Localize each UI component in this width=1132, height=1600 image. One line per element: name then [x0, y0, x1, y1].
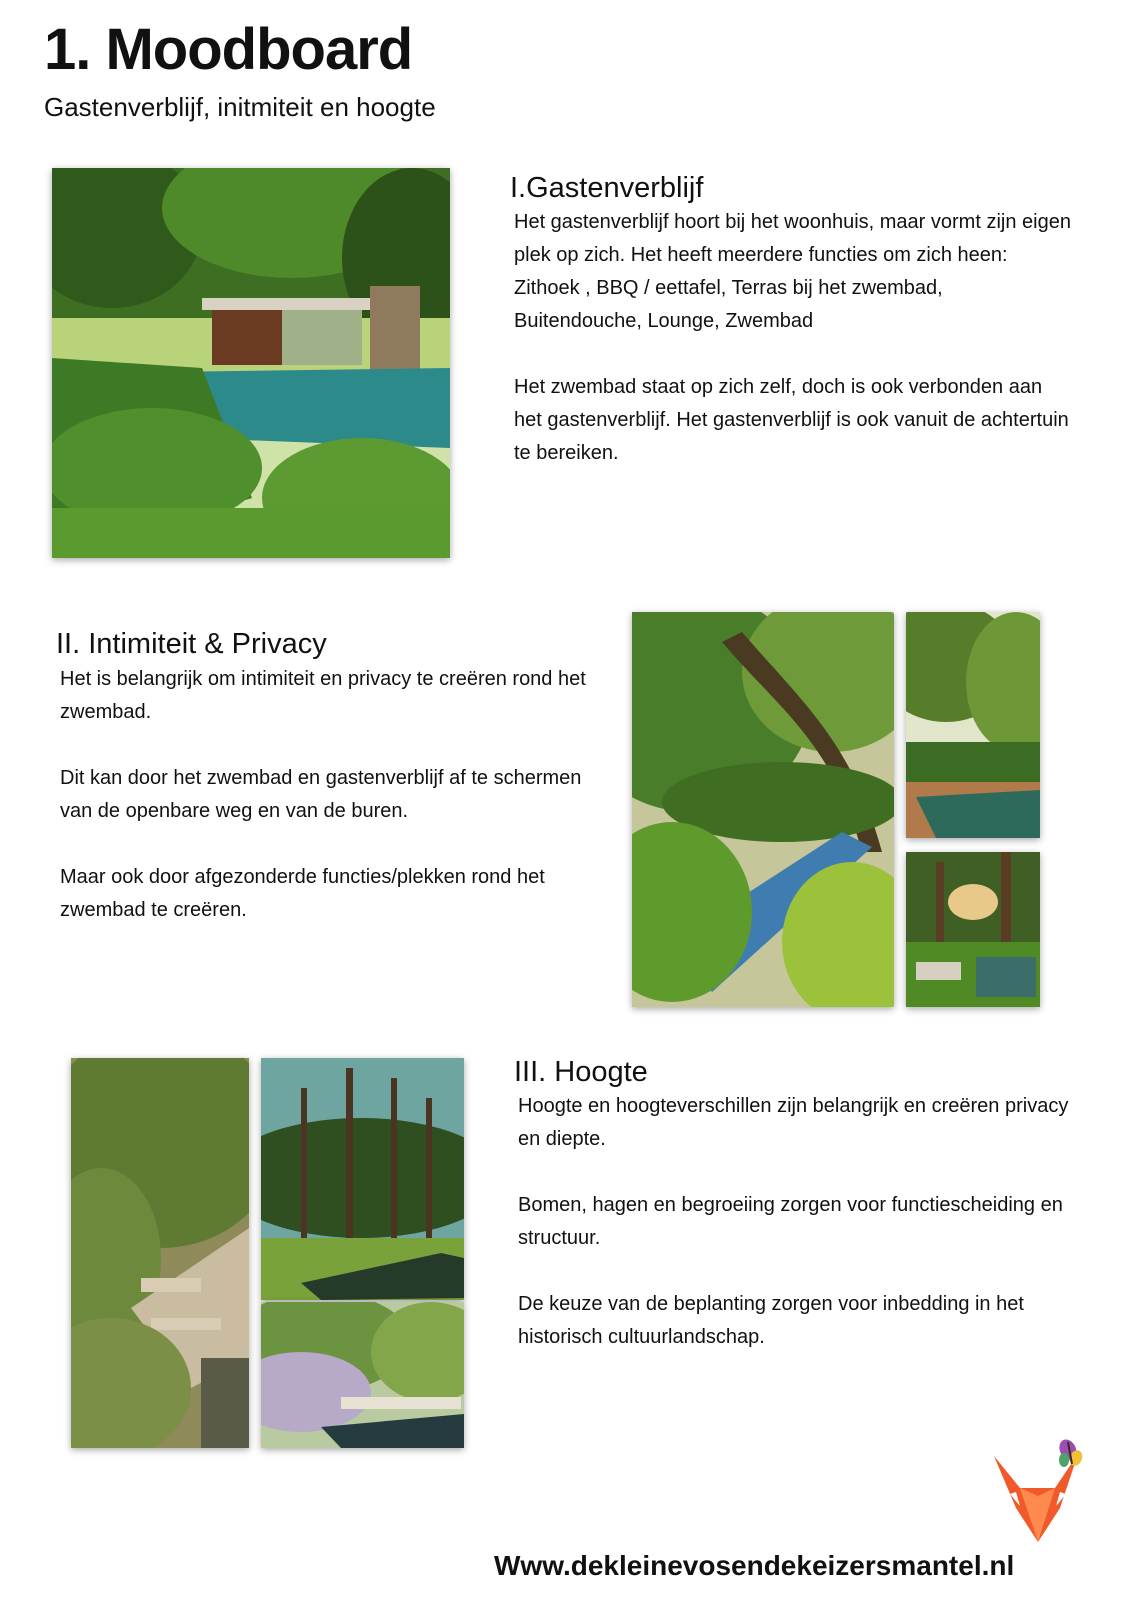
tall-trees-pool-photo [261, 1058, 464, 1300]
section-2-paragraph: Het is belangrijk om intimiteit en privacy te creëren rond het zwembad. [60, 668, 586, 723]
section-1-heading: I.Gastenverblijf [510, 172, 704, 204]
section-2-paragraph: Maar ook door afgezonderde functies/plekken rond het zwembad te creëren. [60, 866, 545, 921]
footer-website-url[interactable]: Www.dekleinevosendekeizersmantel.nl [494, 1550, 1015, 1581]
fox-butterfly-logo-icon [990, 1436, 1085, 1544]
page-subtitle: Gastenverblijf, initmiteit en hoogte [44, 92, 436, 122]
section-3-body [518, 1090, 1078, 1354]
section-3-paragraph: Hoogte en hoogteverschillen zijn belangrijk en creëren privacy en diepte. [518, 1095, 1069, 1150]
terraced-garden-photo [71, 1058, 249, 1448]
section-2-paragraph: Dit kan door het zwembad en gastenverblijf af te schermen van de openbare weg en van de buren. [60, 767, 582, 822]
section-1-paragraph: Het zwembad staat op zich zelf, doch is ook verbonden aan het gastenverblijf. Het gastenverblijf is ook vanuit de achtertuin te bereiken. [514, 376, 1069, 464]
butterfly-icon [1056, 1437, 1084, 1468]
planted-slope-pool-photo [261, 1302, 464, 1448]
page-title: 1. Moodboard [44, 17, 413, 82]
section-1-body [514, 206, 1074, 470]
guesthouse-pool-photo [52, 168, 450, 558]
section-3-paragraph: Bomen, hagen en begroeiing zorgen voor functiescheiding en structuur. [518, 1194, 1063, 1249]
section-1-paragraph: Het gastenverblijf hoort bij het woonhuis, maar vormt zijn eigen plek op zich. Het heeft meerdere functies om zich heen: Zithoek , BBQ / eettafel, Terras bij het zwembad, Buitendouche, Lounge, Zwembad [514, 211, 1071, 332]
section-3-heading: III. Hoogte [514, 1056, 648, 1088]
section-2-heading: II. Intimiteit & Privacy [56, 628, 327, 660]
forest-pool-photo [906, 852, 1040, 1007]
privacy-tree-pool-photo [632, 612, 894, 1007]
section-3-paragraph: De keuze van de beplanting zorgen voor inbedding in het historisch cultuurlandschap. [518, 1293, 1024, 1348]
section-2-body [60, 663, 590, 927]
hedge-pool-photo [906, 612, 1040, 838]
